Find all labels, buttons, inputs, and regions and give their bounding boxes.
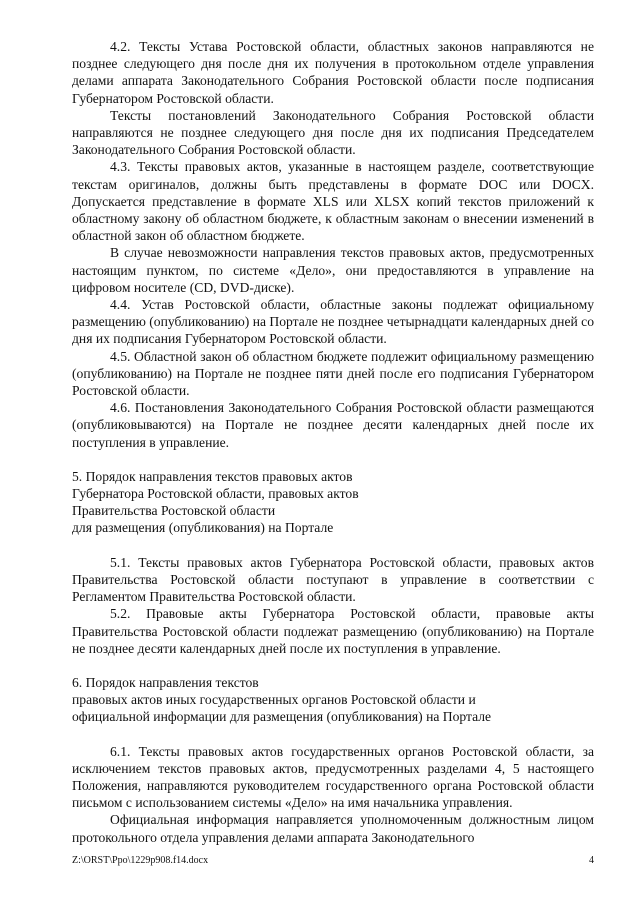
document-body [72, 38, 594, 846]
paragraph-4-5: 4.5. Областной закон об областном бюджете подлежит официальному размещению (опубликованию) на Портале не позднее пяти дней после его подписания Губернатором Ростовской области. [72, 348, 594, 399]
section-6-heading-line: официальной информации для размещения (опубликования) на Портале [72, 709, 492, 725]
paragraph-4-6: 4.6. Постановления Законодательного Собрания Ростовской области размещаются (опубликовываются) на Портале не позднее десяти календарных дней после их поступления в управление. [72, 400, 594, 450]
paragraph-4-4: 4.4. Устав Ростовской области, областные законы подлежат официальному размещению (опубликованию) на Портале не позднее четырнадцати календарных дней со дня их подписания Губернатором Ростовской области. [72, 297, 594, 347]
section-5-heading-line: Губернатора Ростовской области, правовых актов [72, 486, 359, 502]
section-5-heading-line: Правительства Ростовской области [72, 503, 276, 519]
footer-file-path: Z:\ORST\Ppo\1229p908.f14.docx [72, 855, 209, 866]
section-6-heading-line: 6. Порядок направления текстов [72, 674, 259, 690]
section-5-heading [72, 468, 594, 537]
paragraph-4-3: 4.3. Тексты правовых актов, указанные в настоящем разделе, соответствующие текстам оригиналов, должны быть представлены в формате DOC или DOCX. Допускается представление в формате XLS или XLSX копий текстов приложений к областному закону об областном бюджете, к областным законам о внесении изменений в областной закон об областном бюджете. [72, 159, 594, 244]
paragraph-5-2: 5.2. Правовые акты Губернатора Ростовской области, правовые акты Правительства Ростовской области подлежат размещению (опубликованию) на Портале не позднее десяти календарных дней после их поступления в управление. [72, 606, 594, 656]
section-6-heading [72, 674, 594, 726]
page-number: 4 [589, 855, 594, 866]
section-5-heading-line: 5. Порядок направления текстов правовых актов [72, 468, 353, 484]
paragraph-4-3-fallback: В случае невозможности направления текстов правовых актов, предусмотренных настоящим пунктом, по системе «Дело», они предоставляются в управление на цифровом носителе (CD, DVD-диске). [72, 245, 594, 295]
section-5-heading-line: для размещения (опубликования) на Портале [72, 520, 334, 536]
section-6-heading-line: правовых актов иных государственных органов Ростовской области и [72, 692, 476, 708]
paragraph-6-1: 6.1. Тексты правовых актов государственных органов Ростовской области, за исключением текстов правовых актов, предусмотренных разделами 4, 5 настоящего Положения, направляются руководителем государственного органа Ростовской области письмом с использованием системы «Дело» на имя начальника управления. [72, 743, 594, 811]
paragraph-6-1-official-info: Официальная информация направляется уполномоченным должностным лицом протокольного отдела управления делами аппарата Законодательного [72, 812, 594, 845]
paragraph-4-2-resolutions: Тексты постановлений Законодательного Собрания Ростовской области направляются не позднее следующего дня после дня их подписания Председателем Законодательного Собрания Ростовской области. [72, 107, 594, 158]
paragraph-5-1: 5.1. Тексты правовых актов Губернатора Ростовской области, правовых актов Правительства Ростовской области поступают в управление в соответствии с Регламентом Правительства Ростовской области. [72, 554, 594, 605]
paragraph-4-2: 4.2. Тексты Устава Ростовской области, областных законов направляются не позднее следующего дня после дня их получения в протокольном отделе управления делами аппарата Законодательного Собрания Ростовской области после подписания Губернатором Ростовской области. [72, 39, 594, 106]
